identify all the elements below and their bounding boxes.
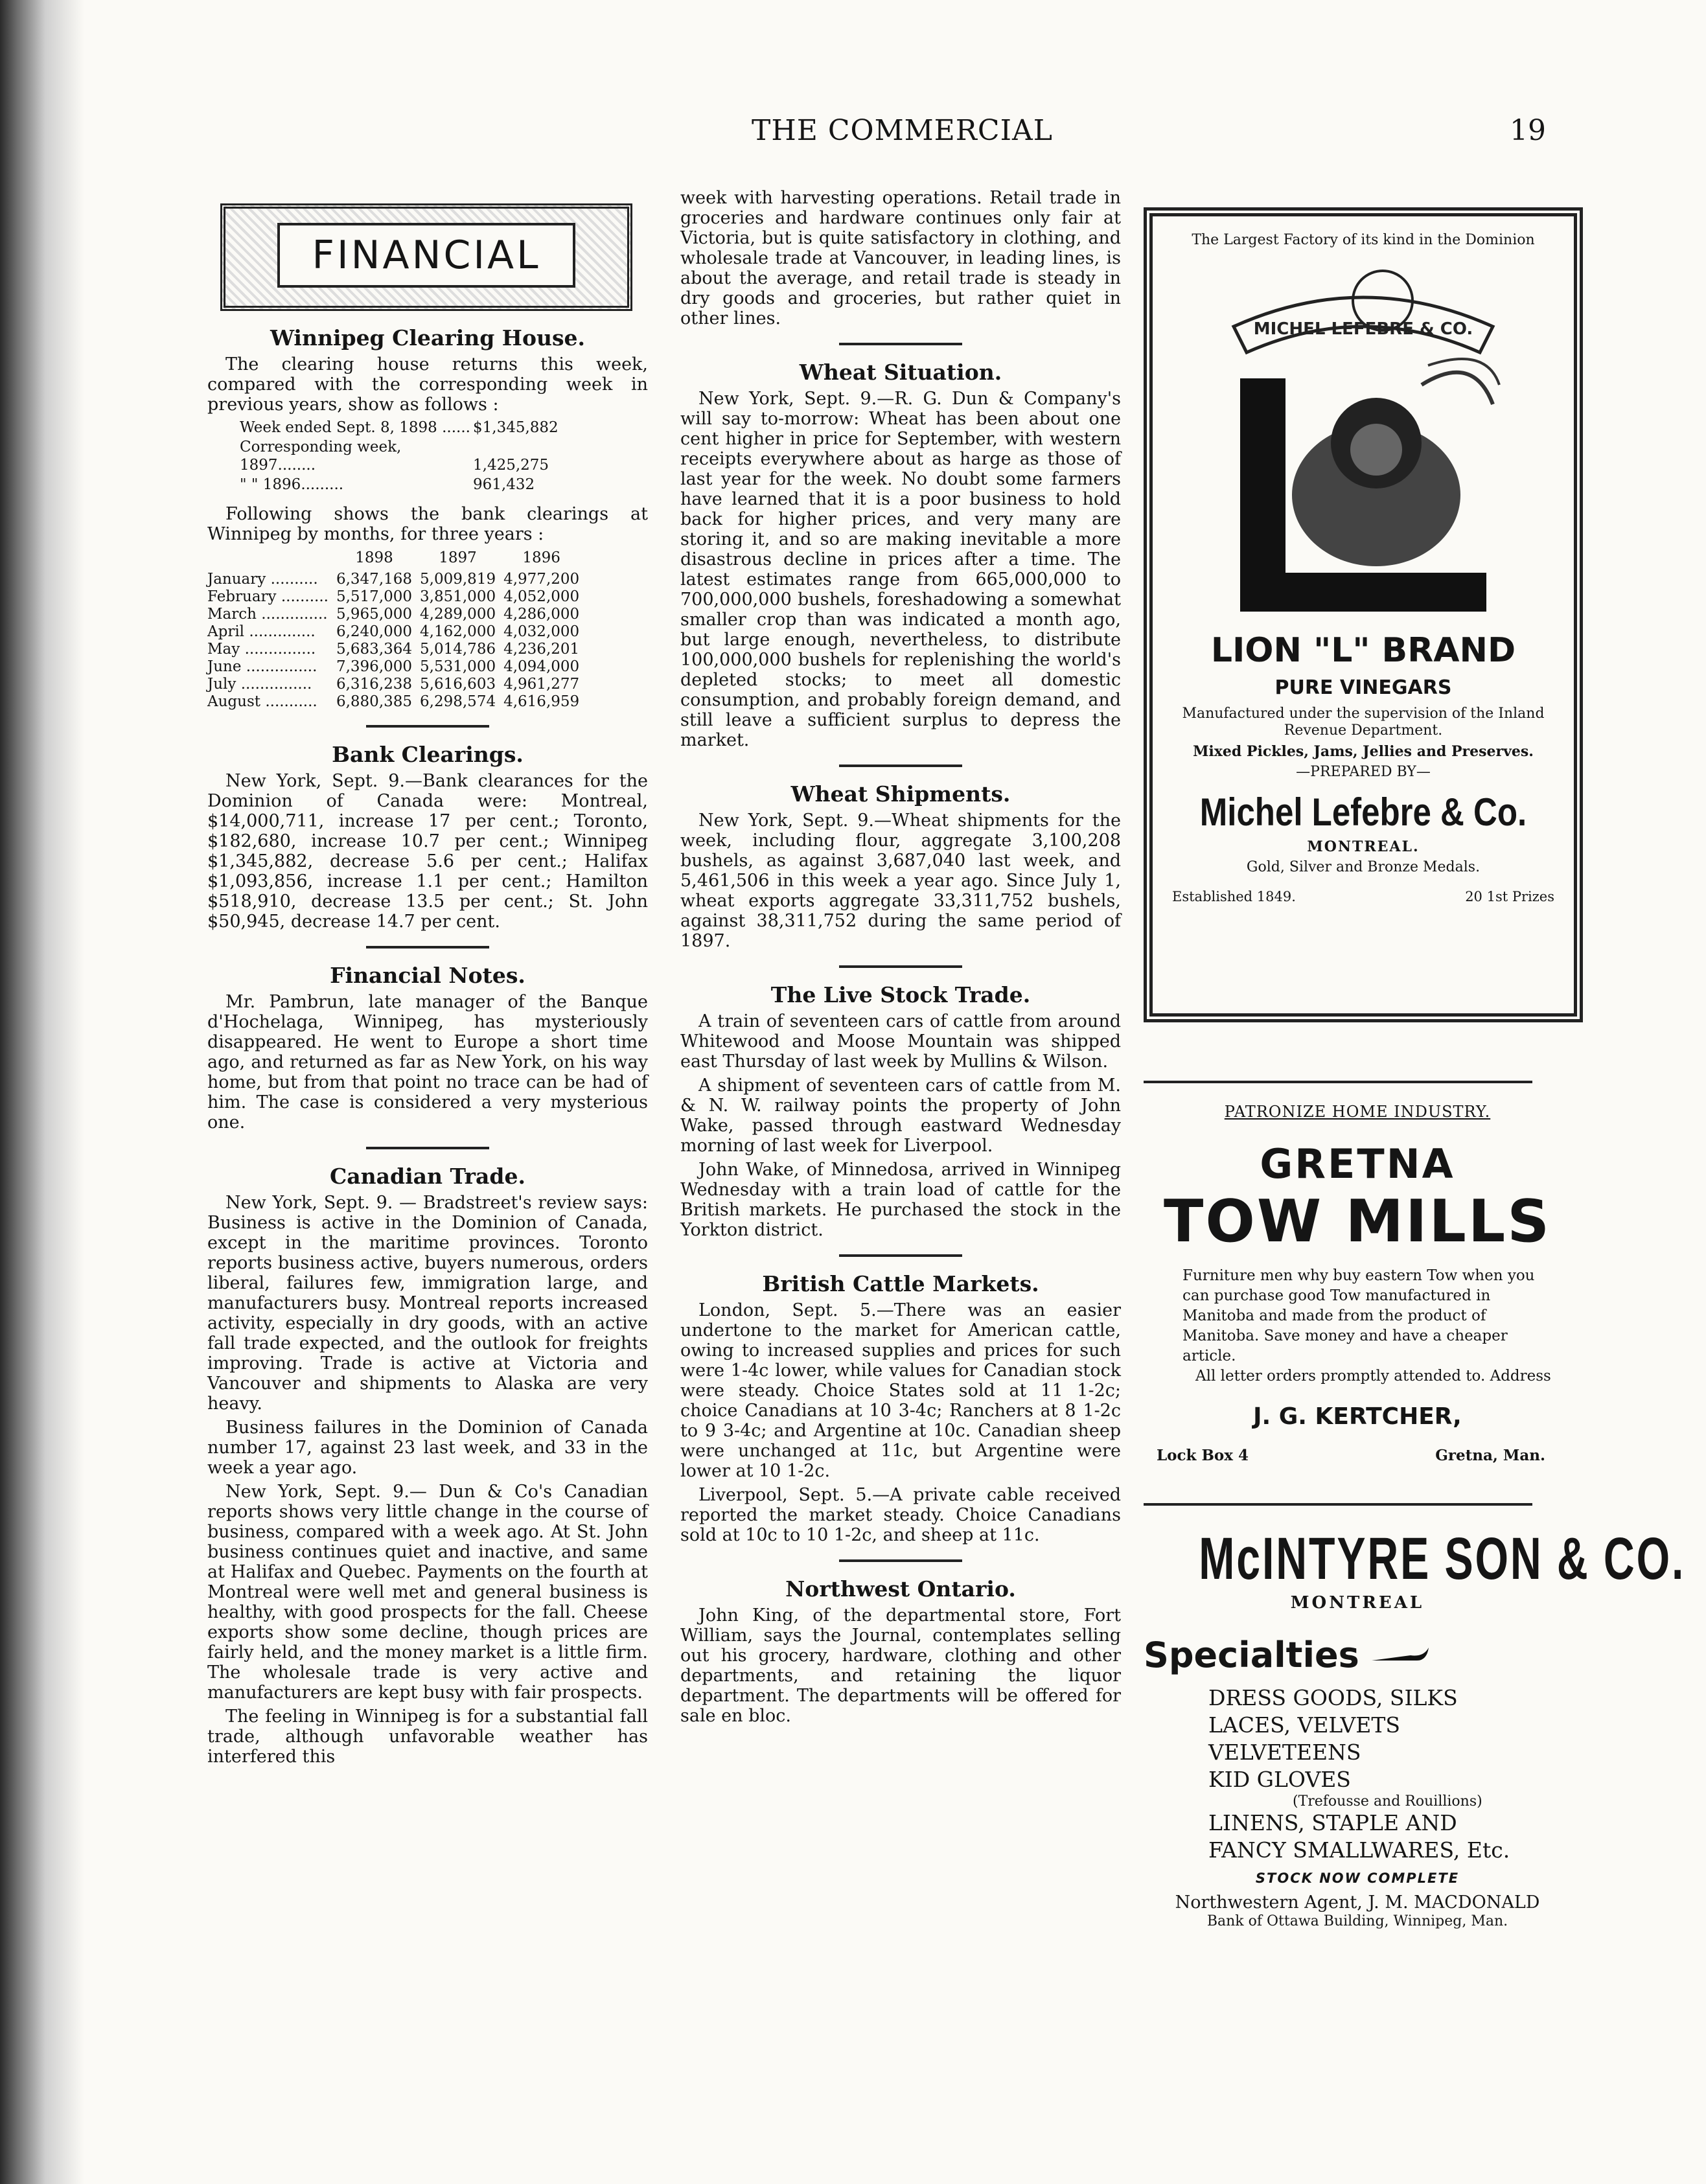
clearing-house-intro: The clearing house returns this week, compared with the corresponding week in previous years, show as follows : (207, 354, 648, 415)
canadian-trade-paragraph: The feeling in Winnipeg is for a substantial fall trade, although unfavorable weather has interfered this (207, 1707, 648, 1767)
column-1 (207, 188, 648, 1771)
year-header: 1898 (355, 549, 393, 566)
table-row: January .......... 6,347,168 5,009,819 4,977,200 (207, 571, 580, 588)
ad-tagline: The Largest Factory of its kind in the Dominion (1192, 232, 1535, 248)
months-intro: Following shows the bank clearings at Winnipeg by months, for three years : (207, 504, 648, 544)
column-3 (1137, 188, 1686, 1929)
mcintyre-city: MONTREAL (1290, 1593, 1425, 1613)
headline-clearing-house: Winnipeg Clearing House. (270, 325, 586, 351)
clearing-line: Corresponding week, 1897........ 1,425,275 (240, 439, 549, 474)
patronize-line: PATRONIZE HOME INDUSTRY. (1224, 1103, 1491, 1121)
specialty-item: KID GLOVES (1208, 1767, 1351, 1792)
lion-illustration (1214, 255, 1512, 618)
headline-british-cattle: British Cattle Markets. (762, 1271, 1039, 1296)
wheat-shipments-text: New York, Sept. 9.—Wheat shipments for the week, including flour, aggregate 3,100,208 bushels, as against 3,687,040 last week, and 5,461,506 in this week a year ago. Since July 1, wheat exports aggregate 33,311,752 bushels, against 38,311,752 during the same period of 1897. (680, 810, 1121, 951)
flourish-icon (1372, 1641, 1430, 1667)
live-stock-paragraph: John Wake, of Minnedosa, arrived in Winnipeg Wednesday with a train load of cattle for the British markets. He purchased the stock in the Yorkton district. (680, 1160, 1121, 1240)
canadian-trade-paragraph: New York, Sept. 9. — Bradstreet's review says: Business is active in the Dominion of Canada, except in the maritime provinces. Toronto reports business active, buyers numerous, orders liberal, failures few, immigration large, and manufacturers busy. Montreal reports increased activity, especially in dry goods, with an active fall trade expected, and the outlook for freights improving. Trade is active at Victoria and Vancouver and shipments to Alaska are very heavy. (207, 1193, 648, 1414)
section-divider (839, 1559, 962, 1562)
monthly-clearings-table (207, 549, 587, 711)
financial-banner-text: FINANCIAL (277, 223, 575, 288)
section-divider (839, 343, 962, 345)
page-title: THE COMMERCIAL (752, 114, 1053, 147)
british-cattle-paragraph: Liverpool, Sept. 5.—A private cable received reported the market steady. Choice Canadians sold at 10c to 10 1-2c, and sheep at 11c. (680, 1485, 1121, 1545)
mcintyre-heading: McINTYRE SON & CO. (1199, 1526, 1686, 1592)
live-stock-paragraph: A train of seventeen cars of cattle from around Whitewood and Moose Mountain was shipped east Thursday of last week by Mullins & Wilson. (680, 1011, 1121, 1072)
headline-northwest-ontario: Northwest Ontario. (785, 1576, 1016, 1602)
page-number: 19 (1510, 114, 1546, 147)
specialty-item: LINENS, STAPLE AND (1208, 1810, 1457, 1835)
continued-text: week with harvesting operations. Retail trade in groceries and hardware continues only fair at Victoria, but is quite satisfactory in clothing, and wholesale trade at Vancouver, in leading lines, is about the average, and retail trade is steady in dry goods and groceries, but rather quiet in other lines. (680, 188, 1121, 328)
prizes-text: 20 1st Prizes (1465, 889, 1554, 904)
company-name: Michel Lefebre & Co. (1199, 790, 1527, 834)
lion-emblem-icon (1214, 255, 1512, 618)
agent-line: Northwestern Agent, J. M. MACDONALD (1175, 1892, 1540, 1913)
british-cattle-paragraph: London, Sept. 5.—There was an easier undertone to the market for American cattle, owing to increased supplies and prices for such were 1-4c lower, while values for Canadian stock were steady. Choice States sold at 11 1-2c; choice Canadians at 10 3-4c; Ranchers at 8 1-2c to 9 3-4c; and Argentine at 10c. Canadian sheep were unchanged at 11c, but Argentine were lower at 10 1-2c. (680, 1300, 1121, 1481)
established-text: Established 1849. (1172, 889, 1296, 904)
headline-canadian-trade: Canadian Trade. (330, 1164, 525, 1189)
section-divider (839, 965, 962, 968)
table-row: February .......... 5,517,000 3,851,000 4,052,000 (207, 588, 580, 605)
ad-divider (1144, 1081, 1532, 1083)
brand-name: LION "L" BRAND (1210, 631, 1516, 670)
ribbon-text: MICHEL LEFEBRE & CO. (1253, 319, 1473, 339)
column-2 (680, 188, 1121, 1730)
lock-box: Lock Box 4 (1157, 1447, 1249, 1464)
headline-bank-clearings: Bank Clearings. (332, 742, 524, 767)
section-divider (839, 1254, 962, 1257)
table-row: April .............. 6,240,000 4,162,000 4,032,000 (207, 623, 580, 640)
specialty-item: FANCY SMALLWARES, Etc. (1208, 1837, 1510, 1863)
table-row: August ........... 6,880,385 6,298,574 4,616,959 (207, 693, 580, 710)
kertcher-name: J. G. KERTCHER, (1253, 1403, 1462, 1430)
town: Gretna, Man. (1435, 1447, 1545, 1464)
headline-live-stock: The Live Stock Trade. (770, 982, 1031, 1007)
section-divider (839, 764, 962, 767)
stock-notice: STOCK NOW COMPLETE (1255, 1870, 1460, 1886)
headline-wheat-situation: Wheat Situation. (799, 360, 1002, 385)
also-products: Mixed Pickles, Jams, Jellies and Preserves. (1193, 743, 1534, 760)
prepared-by: —PREPARED BY— (1296, 764, 1431, 780)
medals-text: Gold, Silver and Bronze Medals. (1246, 859, 1481, 875)
year-header: 1896 (522, 549, 560, 566)
year-header: 1897 (439, 549, 477, 566)
financial-banner (220, 203, 632, 311)
table-row: June ............... 7,396,000 5,531,000 4,094,000 (207, 658, 580, 675)
kertcher-address (1157, 1447, 1545, 1464)
live-stock-paragraph: A shipment of seventeen cars of cattle from M. & N. W. railway points the property of John Wake, passed through eastward Wednesday morning of last week for Liverpool. (680, 1075, 1121, 1156)
canadian-trade-paragraph: New York, Sept. 9.— Dun & Co's Canadian reports shows very little change in the course of business, compared with a week ago. At St. John business continues quiet and inactive, and same at Halifax and Quebec. Payments on the fourth at Montreal were well met and general business is healthy, with good prospects for the fall. Cheese exports show some decline, though prices are fairly held, and the money market is a little firm. The wholesale trade is very active and manufacturers are kept busy with fair prospects. (207, 1482, 648, 1703)
supervision-text: Manufactured under the supervision of the Inland Revenue Department. (1182, 706, 1545, 739)
financial-notes-text: Mr. Pambrun, late manager of the Banque d'Hochelaga, Winnipeg, has mysteriously disappeared. He went to Europe a short time ago, and returned as far as New York, on his way home, but from that point no trace can be had of him. The case is considered a very mysterious one. (207, 992, 648, 1132)
section-divider (366, 725, 489, 728)
bank-clearings-text: New York, Sept. 9.—Bank clearances for the Dominion of Canada were: Montreal, $14,000,711, increase 17 per cent.; Toronto, $182,680, increase 10.7 per cent.; Winnipeg $1,345,882, decrease 5.6 per cent.; Halifax $1,093,856, increase 1.1 per cent.; Hamilton $518,910, decrease 13.5 per cent.; St. John $50,945, decrease 14.7 per cent. (207, 771, 648, 932)
ad-divider (1144, 1503, 1532, 1506)
table-row: May ............... 5,683,364 5,014,786 4,236,201 (207, 641, 580, 658)
table-header-row (207, 549, 587, 571)
specialty-item: LACES, VELVETS (1208, 1712, 1400, 1738)
gretna-heading: GRETNA (1260, 1140, 1455, 1188)
clearing-line: Week ended Sept. 8, 1898 ...... $1,345,882 (240, 419, 559, 436)
specialty-item: DRESS GOODS, SILKS (1208, 1685, 1458, 1710)
headline-wheat-shipments: Wheat Shipments. (790, 781, 1011, 807)
section-divider (366, 946, 489, 948)
canadian-trade-paragraph: Business failures in the Dominion of Canada number 17, against 23 last week, and 33 in the week a year ago. (207, 1418, 648, 1478)
tow-mills-heading: TOW MILLS (1163, 1188, 1552, 1256)
clearing-line: " " 1896......... 961,432 (240, 476, 535, 493)
section-divider (366, 1147, 489, 1149)
table-row: July ............... 6,316,238 5,616,603 4,961,277 (207, 676, 580, 693)
ad-footer (1172, 889, 1554, 904)
vinegar-advertisement (1144, 207, 1583, 1022)
specialty-item: VELVETEENS (1208, 1740, 1361, 1765)
northwest-ontario-text: John King, of the departmental store, Fort William, says the Journal, contemplates selling out his grocery, hardware, clothing and other departments, and retaining the liquor department. The departments will be offered for sale en bloc. (680, 1605, 1121, 1726)
company-city: MONTREAL. (1307, 838, 1420, 855)
gloves-note: (Trefousse and Rouillions) (1293, 1793, 1482, 1810)
page-scan-edge (0, 0, 84, 2184)
headline-financial-notes: Financial Notes. (330, 963, 525, 988)
product-name: PURE VINEGARS (1274, 676, 1452, 699)
wheat-situation-text: New York, Sept. 9.—R. G. Dun & Company's will say to-morrow: Wheat has been about one cent higher in price for September, with western receipts everywhere about as harge as those of last year for the week. No doubt some farmers have learned that it is a poor business to hold back for higher prices, and very many are storing it, and so are making inevitable a more disastrous decline in prices after a time. The latest estimates range from 665,000,000 to 700,000,000 bushels, foreshadowing a somewhat smaller crop than was indicated a month ago, but large enough, nevertheless, to distribute 100,000,000 bushels for replenishing the world's depleted stocks; to meet all domestic consumption, and probably foreign demand, and still leave a sufficient surplus to depress the market. (680, 389, 1121, 750)
tow-ad-text-2: All letter orders promptly attended to. Address (1195, 1368, 1551, 1385)
table-row: March .............. 5,965,000 4,289,000 4,286,000 (207, 606, 580, 623)
tow-ad-text: Furniture men why buy eastern Tow when you can purchase good Tow manufactured in Manitoba and made from the product of Manitoba. Save money and have a cheaper article. (1182, 1267, 1535, 1364)
agent-address: Bank of Ottawa Building, Winnipeg, Man. (1206, 1913, 1508, 1929)
specialties-heading: Specialties (1144, 1635, 1578, 1675)
